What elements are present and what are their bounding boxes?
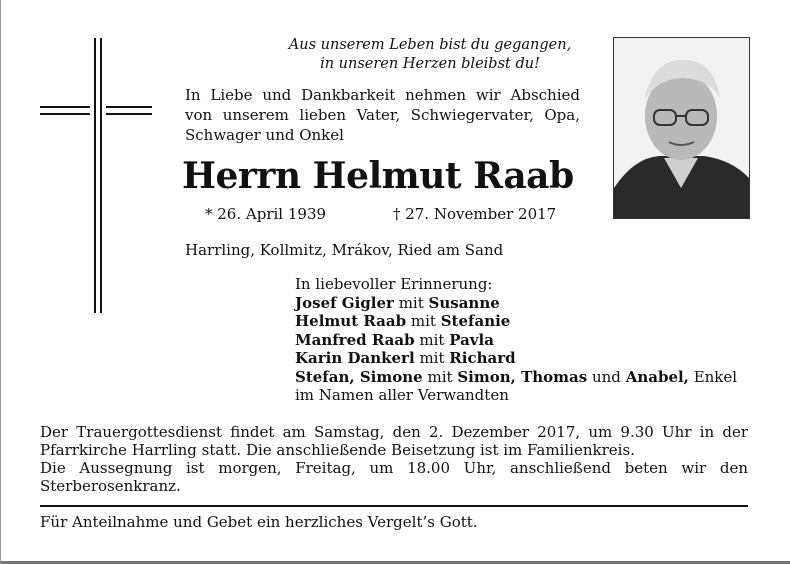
- intro-text: In Liebe und Dankbarkeit nehmen wir Abschied von unserem lieben Vater, Schwiegervater, Opa, Schwager und Onkel: [185, 86, 580, 144]
- portrait-photo: [613, 37, 750, 219]
- cross-icon: [40, 38, 152, 313]
- mourners-header: In liebevoller Erinnerung:: [295, 275, 493, 293]
- service-info: [40, 423, 748, 495]
- service-paragraph-1: Der Trauergottesdienst findet am Samstag, den 2. Dezember 2017, um 9.30 Uhr in der Pfarrkirche Harrling statt. Die anschließende Beisetzung ist im Familienkreis.: [40, 423, 748, 459]
- grandchildren-label: Enkel: [693, 367, 738, 386]
- mourner-row: [295, 331, 755, 350]
- service-paragraph-2: Die Aussegnung ist morgen, Freitag, um 18.00 Uhr, anschließend beten wir den Sterberosenkranz.: [40, 459, 748, 495]
- thanks-text: Für Anteilnahme und Gebet ein herzliches Vergelt’s Gott.: [40, 513, 478, 531]
- mourners-footer: im Namen aller Verwandten: [295, 386, 509, 404]
- motto: [270, 36, 590, 74]
- grandchildren-and: und: [591, 367, 621, 386]
- mourner-partner: Stefanie: [440, 312, 511, 330]
- mourner-connector: mit: [398, 293, 424, 312]
- grandchildren-connector: mit: [427, 367, 453, 386]
- grandchildren-names-3: Anabel,: [625, 367, 689, 386]
- death-date: † 27. November 2017: [393, 205, 557, 223]
- motto-line-2: in unseren Herzen bleibst du!: [320, 56, 540, 72]
- grandchildren-row: [295, 368, 755, 387]
- mourner-connector: mit: [419, 349, 445, 367]
- birth-date: * 26. April 1939: [205, 205, 327, 223]
- grandchildren-names-2: Simon, Thomas: [457, 367, 588, 386]
- grandchildren-names-1: Stefan, Simone: [295, 367, 423, 386]
- mourner-name: Karin Dankerl: [295, 349, 415, 367]
- mourner-partner: Richard: [449, 349, 516, 367]
- mourner-name: Manfred Raab: [295, 330, 415, 349]
- places: Harrling, Kollmitz, Mrákov, Ried am Sand: [185, 241, 504, 259]
- divider: [40, 505, 748, 507]
- deceased-name: Herrn Helmut Raab: [182, 155, 574, 197]
- motto-line-1: Aus unserem Leben bist du gegangen,: [288, 37, 572, 53]
- mourner-partner: Susanne: [428, 293, 500, 312]
- mourner-row: [295, 294, 755, 313]
- mourner-name: Josef Gigler: [295, 293, 394, 312]
- mourner-name: Helmut Raab: [295, 312, 407, 330]
- mourner-connector: mit: [410, 312, 436, 330]
- portrait-image: [614, 38, 749, 218]
- mourner-row: [295, 312, 755, 331]
- mourner-partner: Pavla: [449, 330, 494, 349]
- mourner-connector: mit: [419, 330, 445, 349]
- mourners-list: [295, 275, 755, 405]
- mourner-row: [295, 349, 755, 368]
